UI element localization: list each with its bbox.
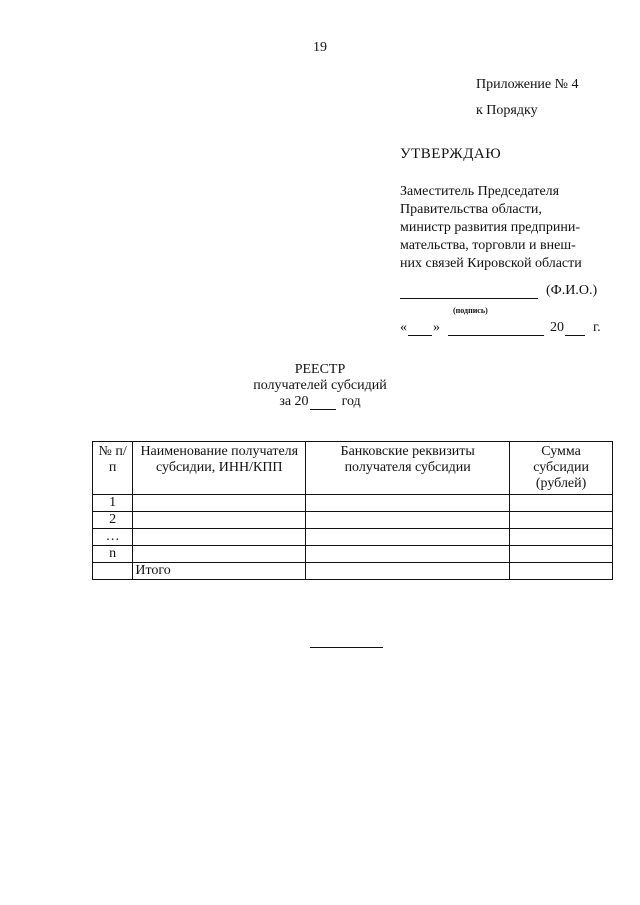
row-number: [93, 563, 133, 580]
approver-line: министр развития предприни-: [400, 220, 581, 235]
row-number: …: [93, 529, 133, 546]
year-prefix: 20: [550, 320, 564, 335]
row-bank: [306, 563, 510, 580]
table-total-row: [93, 563, 613, 580]
approver-line: них связей Кировской области: [400, 256, 582, 271]
page-number: 19: [313, 40, 327, 55]
table-row: [93, 546, 613, 563]
header-bank-details: Банковские реквизиты получателя субсидии: [306, 442, 510, 495]
year-suffix: г.: [593, 320, 601, 335]
end-divider: [310, 647, 383, 648]
approver-line: мательства, торговли и внеш-: [400, 238, 576, 253]
row-recipient: [133, 529, 306, 546]
row-bank: [306, 529, 510, 546]
header-subsidy-amount: Сумма субсидии (рублей): [510, 442, 613, 495]
row-recipient: [133, 546, 306, 563]
signature-caption: (подпись): [453, 306, 488, 315]
row-number: 2: [93, 512, 133, 529]
year-blank: [565, 322, 585, 336]
row-amount: [510, 563, 613, 580]
signature-line: [400, 284, 538, 299]
appendix-line-1: Приложение № 4: [476, 77, 579, 92]
date-open-quote: «: [400, 320, 407, 335]
row-amount: [510, 546, 613, 563]
row-number: 1: [93, 495, 133, 512]
table-row: [93, 495, 613, 512]
row-bank: [306, 495, 510, 512]
day-blank: [408, 322, 432, 336]
period-prefix: за 20: [279, 394, 309, 409]
document-heading: [0, 362, 640, 410]
row-bank: [306, 512, 510, 529]
document-title: РЕЕСТР: [294, 362, 346, 377]
fio-label: (Ф.И.О.): [546, 283, 598, 298]
table-header-row: [93, 442, 613, 495]
document-subtitle: получателей субсидий: [253, 378, 387, 393]
row-recipient: [133, 512, 306, 529]
row-bank: [306, 546, 510, 563]
row-amount: [510, 495, 613, 512]
appendix-line-2: к Порядку: [476, 103, 538, 118]
total-label: Итого: [133, 563, 306, 580]
signature-row: [400, 283, 597, 299]
row-number: n: [93, 546, 133, 563]
period-suffix: год: [341, 394, 361, 409]
appendix-reference: [476, 72, 579, 124]
header-recipient-name: Наименование получателя субсидии, ИНН/КПП: [133, 442, 306, 495]
approval-date: [400, 320, 601, 336]
month-blank: [448, 322, 544, 336]
document-period: [279, 394, 360, 410]
row-amount: [510, 512, 613, 529]
row-amount: [510, 529, 613, 546]
approver-position: [400, 183, 605, 273]
date-close-quote: »: [433, 320, 440, 335]
approver-line: Заместитель Председателя: [400, 184, 560, 199]
approver-line: Правительства области,: [400, 202, 542, 217]
table-row: [93, 529, 613, 546]
period-year-blank: [310, 396, 336, 410]
header-number: № п/п: [93, 442, 133, 495]
row-recipient: [133, 495, 306, 512]
approval-title: УТВЕРЖДАЮ: [400, 146, 502, 162]
registry-table: [92, 441, 613, 580]
table-row: [93, 512, 613, 529]
